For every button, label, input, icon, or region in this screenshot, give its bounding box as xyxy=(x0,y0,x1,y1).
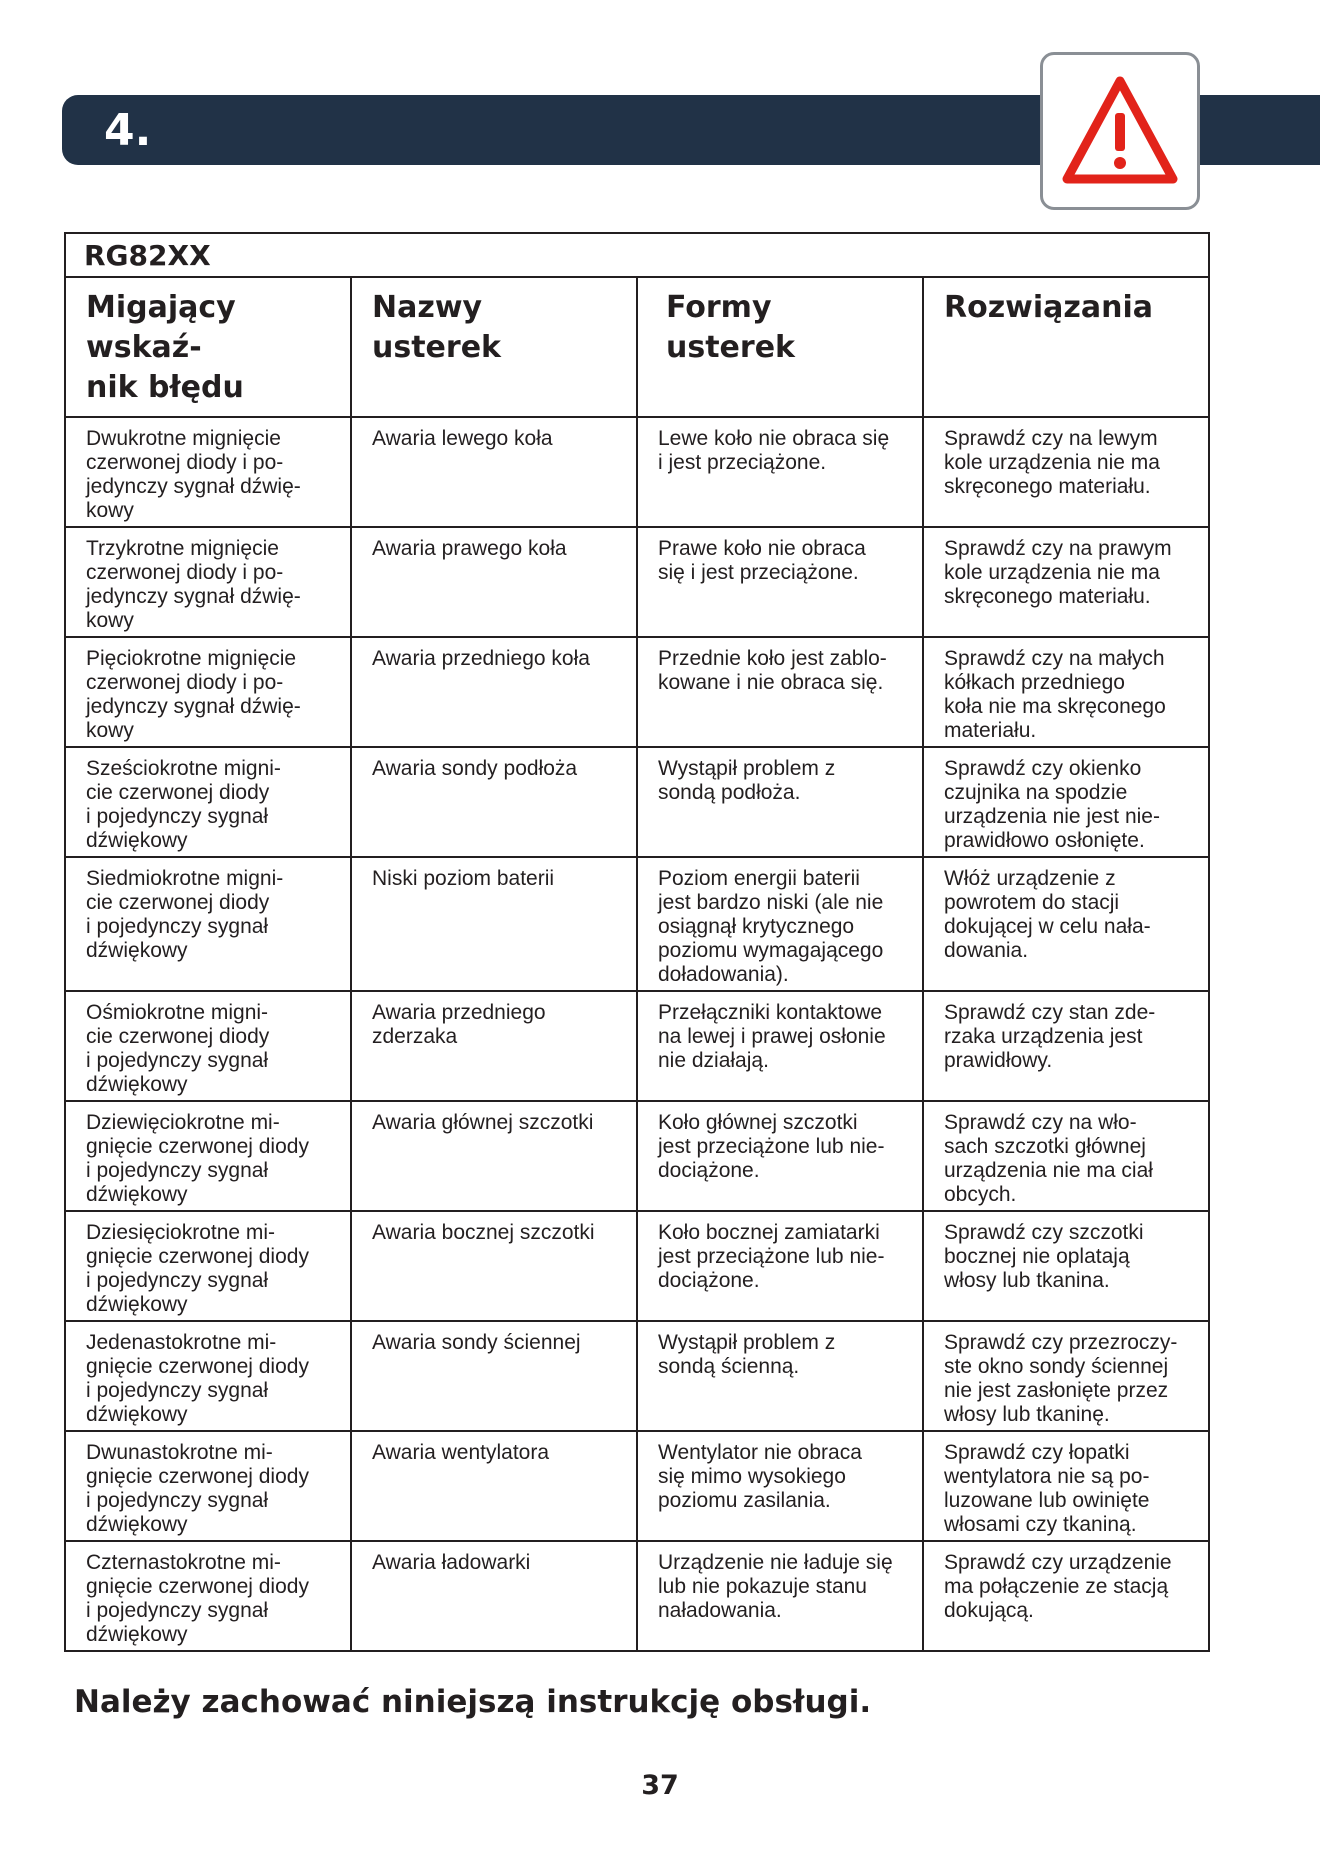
fault-name-cell: Awaria przedniego koła xyxy=(351,637,637,747)
solution-cell: Sprawdź czy stan zde- rzaka urządzenia jest prawidłowy. xyxy=(923,991,1209,1101)
indicator-cell: Czternastokrotne mi- gnięcie czerwonej diody i pojedynczy sygnał dźwiękowy xyxy=(65,1541,351,1651)
fault-name-cell: Awaria sondy podłoża xyxy=(351,747,637,857)
error-codes-table xyxy=(64,232,1210,1652)
solution-cell: Sprawdź czy urządzenie ma połączenie ze stacją dokującą. xyxy=(923,1541,1209,1651)
fault-form-cell: Wystąpił problem z sondą podłoża. xyxy=(637,747,923,857)
indicator-cell: Pięciokrotne mignięcie czerwonej diody i po- jedynczy sygnał dźwię- kowy xyxy=(65,637,351,747)
fault-form-cell: Przednie koło jest zablo- kowane i nie obraca się. xyxy=(637,637,923,747)
solution-cell: Włóż urządzenie z powrotem do stacji dokującej w celu nała- dowania. xyxy=(923,857,1209,991)
table-row xyxy=(65,991,1209,1101)
table-row xyxy=(65,1211,1209,1321)
fault-name-cell: Awaria wentylatora xyxy=(351,1431,637,1541)
solution-cell: Sprawdź czy na małych kółkach przedniego koła nie ma skręconego materiału. xyxy=(923,637,1209,747)
fault-form-cell: Urządzenie nie ładuje się lub nie pokazuje stanu naładowania. xyxy=(637,1541,923,1651)
table-row xyxy=(65,637,1209,747)
fault-form-cell: Wentylator nie obraca się mimo wysokiego poziomu zasilania. xyxy=(637,1431,923,1541)
table-row xyxy=(65,747,1209,857)
table-body xyxy=(65,417,1209,1651)
fault-form-cell: Przełączniki kontaktowe na lewej i prawej osłonie nie działają. xyxy=(637,991,923,1101)
table-row xyxy=(65,527,1209,637)
table-row xyxy=(65,417,1209,527)
solution-cell: Sprawdź czy na prawym kole urządzenia nie ma skręconego materiału. xyxy=(923,527,1209,637)
footer-note: Należy zachować niniejszą instrukcję obsługi. xyxy=(74,1684,872,1720)
column-header-fault-form: Formy usterek xyxy=(637,277,923,417)
indicator-cell: Sześciokrotne migni- cie czerwonej diody i pojedynczy sygnał dźwiękowy xyxy=(65,747,351,857)
column-header-fault-name: Nazwy usterek xyxy=(351,277,637,417)
fault-name-cell: Awaria przedniego zderzaka xyxy=(351,991,637,1101)
indicator-cell: Dwukrotne mignięcie czerwonej diody i po- jedynczy sygnał dźwię- kowy xyxy=(65,417,351,527)
column-header-indicator: Migający wskaź- nik błędu xyxy=(65,277,351,417)
table-row xyxy=(65,857,1209,991)
table-row xyxy=(65,1431,1209,1541)
table-row xyxy=(65,1101,1209,1211)
solution-cell: Sprawdź czy okienko czujnika na spodzie urządzenia nie jest nie- prawidłowo osłonięte. xyxy=(923,747,1209,857)
model-row xyxy=(65,233,1209,277)
indicator-cell: Dwunastokrotne mi- gnięcie czerwonej diody i pojedynczy sygnał dźwiękowy xyxy=(65,1431,351,1541)
section-number: 4. xyxy=(104,105,152,156)
indicator-cell: Dziewięciokrotne mi- gnięcie czerwonej diody i pojedynczy sygnał dźwiękowy xyxy=(65,1101,351,1211)
indicator-cell: Trzykrotne mignięcie czerwonej diody i po- jedynczy sygnał dźwię- kowy xyxy=(65,527,351,637)
solution-cell: Sprawdź czy na lewym kole urządzenia nie ma skręconego materiału. xyxy=(923,417,1209,527)
fault-name-cell: Awaria bocznej szczotki xyxy=(351,1211,637,1321)
fault-form-cell: Poziom energii baterii jest bardzo niski (ale nie osiągnął krytycznego poziomu wymagającego doładowania). xyxy=(637,857,923,991)
column-header-solution: Rozwiązania xyxy=(923,277,1209,417)
fault-form-cell: Wystąpił problem z sondą ścienną. xyxy=(637,1321,923,1431)
indicator-cell: Jedenastokrotne mi- gnięcie czerwonej diody i pojedynczy sygnał dźwiękowy xyxy=(65,1321,351,1431)
warning-triangle-icon xyxy=(1057,71,1183,193)
fault-form-cell: Koło głównej szczotki jest przeciążone lub nie- dociążone. xyxy=(637,1101,923,1211)
fault-name-cell: Niski poziom baterii xyxy=(351,857,637,991)
solution-cell: Sprawdź czy na wło- sach szczotki głównej urządzenia nie ma ciał obcych. xyxy=(923,1101,1209,1211)
fault-name-cell: Awaria ładowarki xyxy=(351,1541,637,1651)
page-number: 37 xyxy=(641,1770,679,1801)
warning-box xyxy=(1040,52,1200,210)
indicator-cell: Dziesięciokrotne mi- gnięcie czerwonej diody i pojedynczy sygnał dźwiękowy xyxy=(65,1211,351,1321)
fault-form-cell: Koło bocznej zamiatarki jest przeciążone lub nie- dociążone. xyxy=(637,1211,923,1321)
model-name: RG82XX xyxy=(65,233,1209,277)
fault-name-cell: Awaria głównej szczotki xyxy=(351,1101,637,1211)
fault-name-cell: Awaria sondy ściennej xyxy=(351,1321,637,1431)
table-row xyxy=(65,1541,1209,1651)
indicator-cell: Ośmiokrotne migni- cie czerwonej diody i pojedynczy sygnał dźwiękowy xyxy=(65,991,351,1101)
solution-cell: Sprawdź czy szczotki bocznej nie oplatają włosy lub tkanina. xyxy=(923,1211,1209,1321)
fault-form-cell: Prawe koło nie obraca się i jest przeciążone. xyxy=(637,527,923,637)
fault-name-cell: Awaria lewego koła xyxy=(351,417,637,527)
solution-cell: Sprawdź czy przezroczy- ste okno sondy ściennej nie jest zasłonięte przez włosy lub tkaninę. xyxy=(923,1321,1209,1431)
solution-cell: Sprawdź czy łopatki wentylatora nie są po- luzowane lub owinięte włosami czy tkaniną. xyxy=(923,1431,1209,1541)
fault-name-cell: Awaria prawego koła xyxy=(351,527,637,637)
table-row xyxy=(65,1321,1209,1431)
table-header-row xyxy=(65,277,1209,417)
indicator-cell: Siedmiokrotne migni- cie czerwonej diody i pojedynczy sygnał dźwiękowy xyxy=(65,857,351,991)
fault-form-cell: Lewe koło nie obraca się i jest przeciążone. xyxy=(637,417,923,527)
